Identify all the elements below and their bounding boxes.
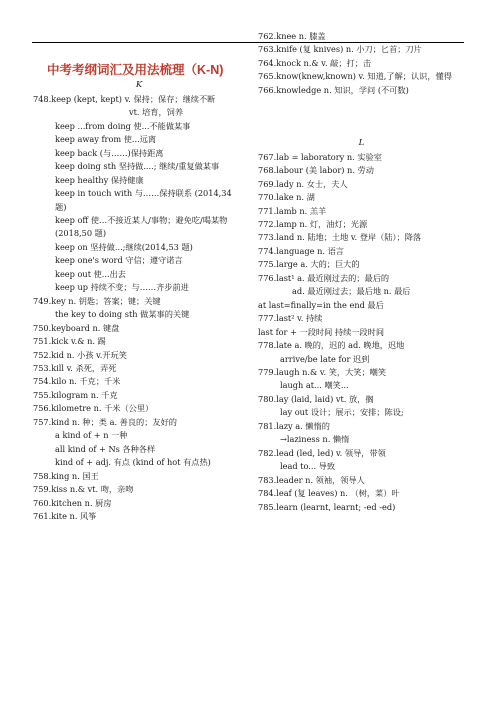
entry-line: 785.learn (learnt, learnt; -ed -ed) xyxy=(258,501,396,512)
entry-line: 765.know(knew,known) v. 知道,了解；认识，懂得 xyxy=(258,71,452,82)
entry-line: a kind of + n 一种 xyxy=(55,430,128,441)
entry-line: lay out 设计；展示；安排；陈设; xyxy=(280,407,404,418)
entry-line: 757.kind n. 种；类 a. 善良的；友好的 xyxy=(33,416,177,427)
entry-line: →laziness n. 懒惰 xyxy=(280,434,350,445)
entry-line: keep healthy 保持健康 xyxy=(55,174,144,185)
entry-line: 766.knowledge n. 知识，学问 (不可数) xyxy=(258,84,409,95)
entry-line: 769.lady n. 女士，夫人 xyxy=(258,178,348,189)
entry-line: at last=finally=in the end 最后 xyxy=(258,299,384,310)
entry-line: keep doing sth 坚持做....; 继续/重复做某事 xyxy=(55,161,220,172)
left-column xyxy=(33,30,245,523)
entry-line: 752.kid n. 小孩 v.开玩笑 xyxy=(33,349,127,360)
entry-line: 756.kilometre n. 千米（公里） xyxy=(33,403,154,414)
right-entries-k xyxy=(258,30,465,97)
entry-line: arrive/be late for 迟到 xyxy=(280,353,370,364)
section-gap xyxy=(258,97,465,137)
entry-line: keep up 持续不变；与……齐步前进 xyxy=(55,282,189,293)
entry-line: 778.late a. 晚的，迟的 ad. 晚地，迟地 xyxy=(258,340,405,351)
entry-line: 773.land n. 陆地；土地 v. 登岸（陆）；降落 xyxy=(258,232,422,243)
entry-line: 774.language n. 语言 xyxy=(258,245,344,256)
entry-line: 775.large a. 大的；巨大的 xyxy=(258,259,360,270)
entry-line: keep out 使...出去 xyxy=(55,268,126,279)
entry-line: 776.last¹ a. 最近刚过去的；最后的 xyxy=(258,272,390,283)
entry-line: 770.lake n. 湖 xyxy=(258,192,315,203)
entry-line: 783.leader n. 领袖，领导人 xyxy=(258,474,365,485)
entry-line: keep off 使…不接近某人/事物；避免吃/喝某物(2018,50 题) xyxy=(55,214,228,239)
entry-line: 758.king n. 国王 xyxy=(33,470,99,481)
page-title: 中考考纲词汇及用法梳理（K-N) xyxy=(47,63,224,77)
entry-line: 761.kite n. 风筝 xyxy=(33,510,97,521)
section-letter-l: L xyxy=(358,138,365,149)
entry-line: 748.keep (kept, kept) v. 保持；保存；继续不断 xyxy=(33,93,216,104)
entry-line: ad. 最近刚过去；最后地 n. 最后 xyxy=(292,286,411,297)
entry-line: 759.kiss n.& vt. 吻，亲吻 xyxy=(33,484,134,495)
entry-line: keep one's word 守信；遵守诺言 xyxy=(55,255,183,266)
entry-line: 779.laugh n.& v. 笑，大笑；嘲笑 xyxy=(258,366,387,377)
section-letter-k: K xyxy=(135,80,143,91)
entry-line: lead to... 导致 xyxy=(280,461,336,472)
entry-line: 755.kilogram n. 千克 xyxy=(33,389,118,400)
entry-line: all kind of + Ns 各种各样 xyxy=(55,443,156,454)
entry-line: 750.keyboard n. 键盘 xyxy=(33,322,120,333)
entry-line: 753.kill v. 杀死，弄死 xyxy=(33,362,117,373)
entry-line: 780.lay (laid, laid) vt. 放，搁 xyxy=(258,393,374,404)
entry-line: 767.lab = laboratory n. 实验室 xyxy=(258,151,382,162)
entry-line: 781.lazy a. 懒惰的 xyxy=(258,420,330,431)
entry-line: the key to doing sth 做某事的关键 xyxy=(55,309,190,320)
entry-line: last for + 一段时间 持续一段时间 xyxy=(258,326,385,337)
entry-line: laugh at... 嘲笑... xyxy=(280,380,349,391)
entry-line: 760.kitchen n. 厨房 xyxy=(33,497,112,508)
entry-line: 754.kilo n. 千克；千米 xyxy=(33,376,121,387)
entry-line: 782.lead (led, led) v. 领导，带领 xyxy=(258,447,386,458)
entry-line: 768.labour (美 labor) n. 劳动 xyxy=(258,165,374,176)
right-column xyxy=(258,30,465,514)
entry-line: keep ...from doing 使...不能做某事 xyxy=(55,120,191,131)
left-entries xyxy=(33,93,245,524)
entry-line: vt. 培育，饲养 xyxy=(128,107,184,118)
entry-line: 749.key n. 钥匙；答案；键；关键 xyxy=(33,295,161,306)
entry-line: 762.knee n. 膝盖 xyxy=(258,31,326,41)
entry-line: 784.leaf (复 leaves) n. （树，菜）叶 xyxy=(258,488,400,499)
entry-line: 777.last² v. 持续 xyxy=(258,313,323,324)
entry-line: 772.lamp n. 灯，油灯；光源 xyxy=(258,218,368,229)
entry-line: 751.kick v.& n. 踢 xyxy=(33,336,106,347)
entry-line: keep back (与……)保持距离 xyxy=(55,147,164,158)
entry-line: keep on 坚持做...;继续(2014,53 题) xyxy=(55,241,193,252)
entry-line: 771.lamb n. 羔羊 xyxy=(258,205,327,216)
entry-line: 764.knock n.& v. 敲；打；击 xyxy=(258,57,372,68)
entry-line: keep away from 使...远离 xyxy=(55,134,157,145)
entry-line: keep in touch with 与……保持联系 (2014,34 题) xyxy=(55,188,232,212)
right-entries-l xyxy=(258,151,465,514)
entry-line: kind of + adj. 有点 (kind of hot 有点热) xyxy=(55,457,211,468)
entry-line: 763.knife (复 knives) n. 小刀；匕首；刀片 xyxy=(258,44,422,55)
